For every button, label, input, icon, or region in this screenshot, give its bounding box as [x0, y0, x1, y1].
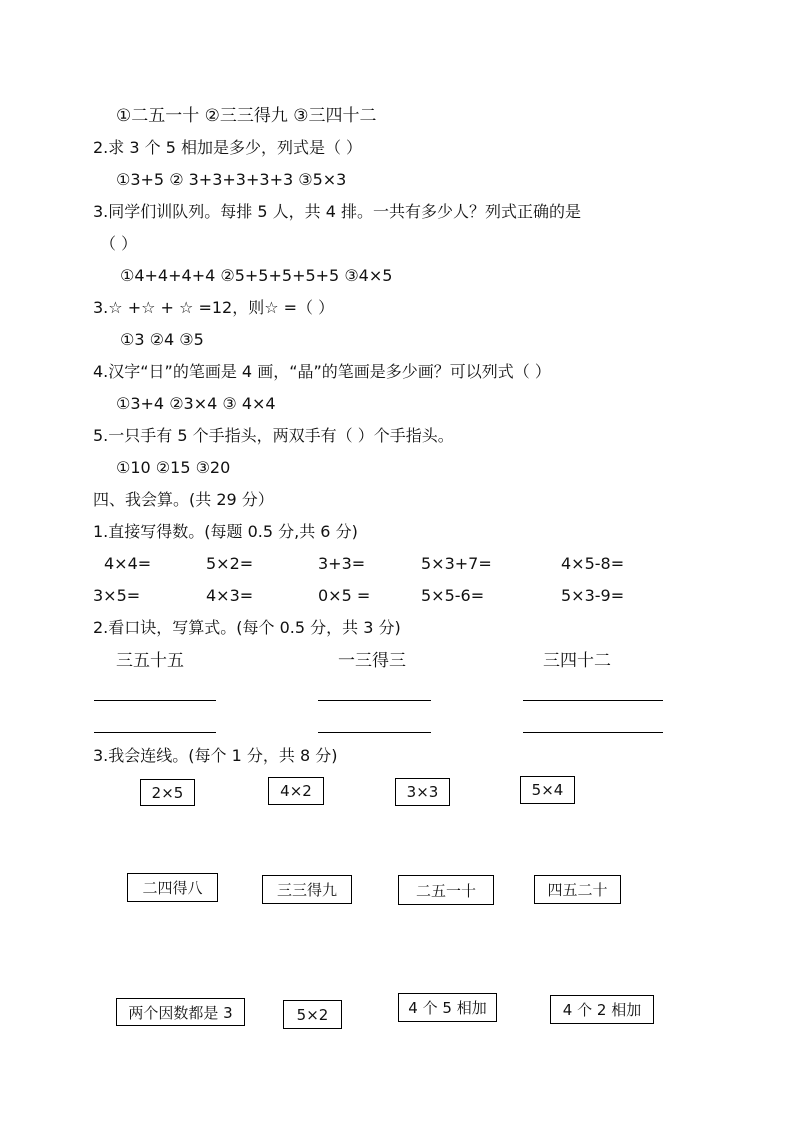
match-box[interactable]: 两个因数都是 3	[116, 998, 245, 1026]
section-4-title: 四、我会算。(共 29 分）	[93, 490, 274, 509]
subsection-2-title: 2.看口诀，写算式。(每个 0.5 分，共 3 分)	[93, 618, 401, 637]
answer-line[interactable]	[318, 700, 431, 701]
answer-line[interactable]	[523, 732, 663, 733]
calc-item: 3×5=	[93, 586, 141, 605]
koujue-item: 三四十二	[543, 651, 611, 671]
match-box[interactable]: 三三得九	[262, 875, 352, 904]
answer-line[interactable]	[94, 700, 216, 701]
match-box[interactable]: 4 个 5 相加	[398, 993, 497, 1022]
koujue-item: 一三得三	[338, 651, 406, 671]
match-box[interactable]: 5×4	[520, 776, 575, 804]
match-box[interactable]: 4×2	[268, 777, 324, 805]
match-box[interactable]: 四五二十	[534, 875, 621, 904]
question-2: 2.求 3 个 5 相加是多少，列式是（ ）	[93, 138, 363, 157]
calc-item: 5×3+7=	[421, 554, 492, 573]
calc-item: 3+3=	[318, 554, 366, 573]
match-box[interactable]: 5×2	[283, 1000, 342, 1029]
question-4: 4.汉字“日”的笔画是 4 画，“晶”的笔画是多少画？可以列式（ ）	[93, 362, 551, 381]
match-box[interactable]: 3×3	[395, 778, 450, 806]
match-box[interactable]: 4 个 2 相加	[550, 995, 654, 1024]
answer-line[interactable]	[94, 732, 216, 733]
question-3-blank: （ ）	[100, 234, 138, 253]
question-2-options: ①3+5 ② 3+3+3+3+3 ③5×3	[116, 170, 347, 189]
answer-line[interactable]	[523, 700, 663, 701]
match-box[interactable]: 2×5	[140, 779, 195, 806]
calc-item: 0×5 =	[318, 586, 371, 605]
calc-item: 5×2=	[206, 554, 254, 573]
subsection-1-title: 1.直接写得数。(每题 0.5 分,共 6 分)	[93, 522, 358, 541]
calc-item: 4×4=	[104, 554, 152, 573]
calc-item: 4×5-8=	[561, 554, 625, 573]
match-box[interactable]: 二五一十	[398, 875, 494, 905]
subsection-3-title: 3.我会连线。(每个 1 分，共 8 分)	[93, 746, 338, 765]
question-3-options: ①4+4+4+4 ②5+5+5+5+5 ③4×5	[120, 266, 393, 285]
question-4-options: ①3+4 ②3×4 ③ 4×4	[116, 394, 276, 413]
question-3: 3.同学们训队列。每排 5 人，共 4 排。一共有多少人？列式正确的是	[93, 202, 581, 221]
answer-line[interactable]	[318, 732, 431, 733]
match-box[interactable]: 二四得八	[127, 873, 218, 902]
koujue-item: 三五十五	[116, 651, 184, 671]
question-5-options: ①10 ②15 ③20	[116, 458, 231, 477]
calc-item: 5×3-9=	[561, 586, 625, 605]
prev-question-options: ①二五一十 ②三三得九 ③三四十二	[116, 106, 377, 126]
question-star-options: ①3 ②4 ③5	[120, 330, 204, 349]
question-5: 5.一只手有 5 个手指头，两双手有（ ）个手指头。	[93, 426, 454, 445]
calc-item: 4×3=	[206, 586, 254, 605]
calc-item: 5×5-6=	[421, 586, 485, 605]
question-star: 3.☆ +☆ + ☆ =12，则☆ =（ ）	[93, 298, 335, 317]
